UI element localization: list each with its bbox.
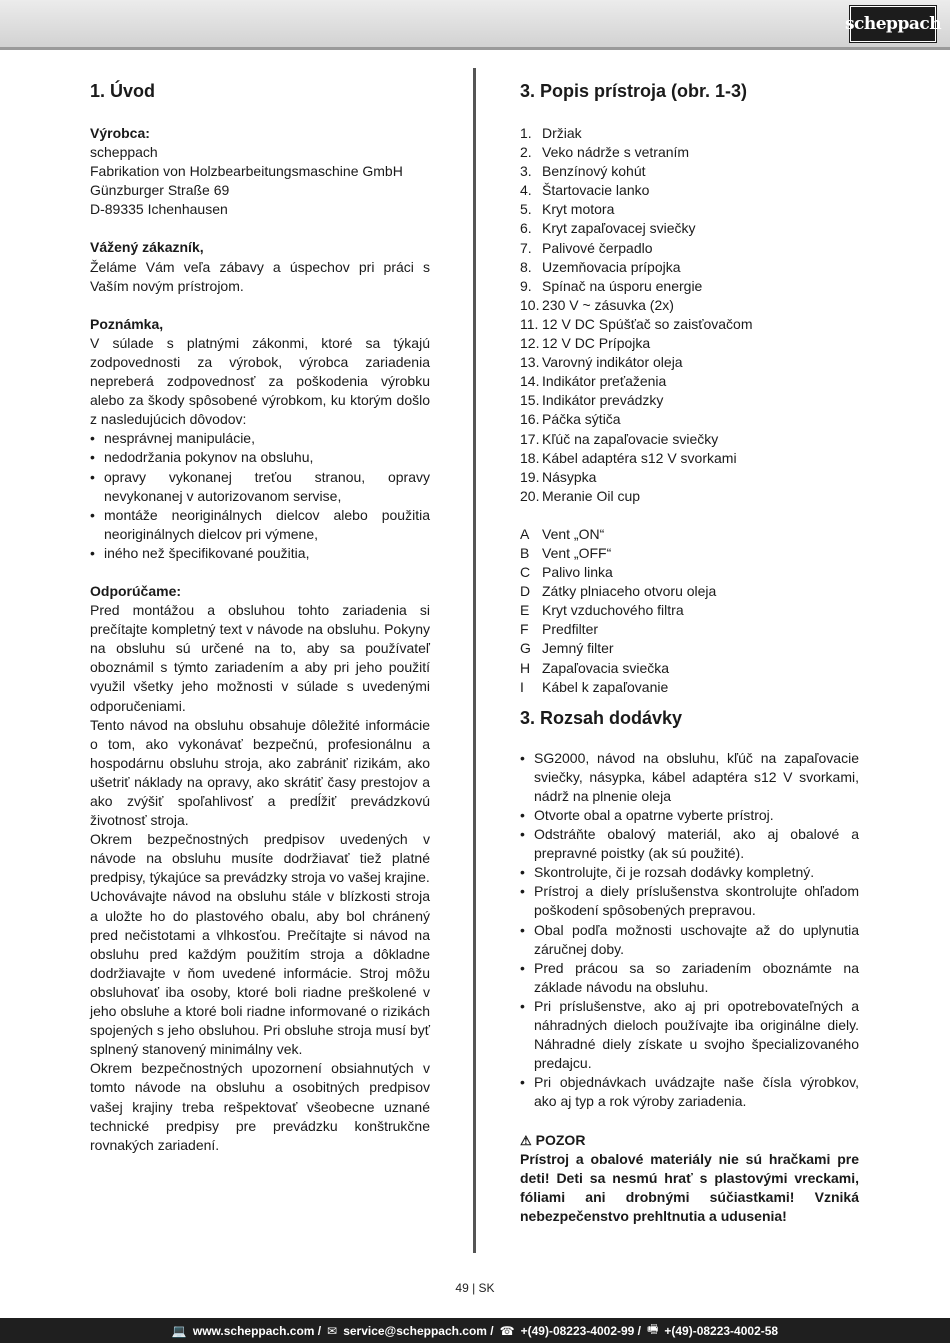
section-title-intro: 1. Úvod	[90, 81, 156, 101]
list-item: 18. Kábel adaptéra s12 V svorkami	[520, 449, 737, 466]
list-item: I Kábel k zapaľovanie	[520, 678, 669, 695]
footer-bar	[0, 1318, 950, 1343]
list-item: • Pred prácou sa so zariadením oboznámte na základe návodu na obsluhu.	[520, 959, 859, 997]
list-item: 20. Meranie Oil cup	[520, 487, 641, 504]
warning-heading	[520, 1131, 859, 1150]
parts-list	[520, 124, 859, 506]
list-item: • Pri objednávkach uvádzajte naše čísla výrobkov, ako aj typ a rok výroby zariadenia.	[520, 1073, 859, 1111]
list-item: 11. 12 V DC Spúšťač so zaisťovačom	[520, 315, 753, 332]
footer-email[interactable]: service@scheppach.com /	[343, 1323, 494, 1338]
list-item: 6. Kryt zapaľovacej sviečky	[520, 220, 696, 237]
footer-phone: +(49)-08223-4002-99 /	[520, 1323, 642, 1338]
section-title-scope: 3. Rozsah dodávky	[520, 707, 683, 728]
email-icon: ✉	[327, 1323, 338, 1338]
list-item: 1. Držiak	[520, 125, 582, 141]
list-item: C Palivo linka	[520, 564, 613, 581]
footer-website[interactable]: www.scheppach.com /	[192, 1323, 322, 1338]
list-item: • SG2000, návod na obsluhu, kľúč na zapaľovacie sviečky, násypka, kábel adaptéra s12 V svorkami, nádrž na plnenie oleja	[520, 749, 859, 806]
list-item: 8. Uzemňovacia prípojka	[520, 258, 681, 275]
list-item: 4. Štartovacie lanko	[520, 182, 650, 199]
list-item: 5. Kryt motora	[520, 201, 615, 218]
list-item: A Vent „ON“	[520, 525, 605, 542]
manufacturer-label: Výrobca:	[90, 125, 150, 141]
list-item: • Pri príslušenstve, ako aj pri opotrebovateľných a náhradných dieloch používajte iba originálne diely. Náhradné diely získate u svojho špecializovaného predajcu.	[520, 997, 859, 1073]
manufacturer-line: Fabrikation von Holzbearbeitungsmaschine GmbH	[90, 163, 403, 180]
list-item: 17. Kľúč na zapaľovacie sviečky	[520, 430, 719, 447]
note-bullet-list	[90, 429, 430, 563]
letter-parts-list	[520, 525, 859, 697]
list-item: E Kryt vzduchového filtra	[520, 602, 684, 619]
recommend-block	[90, 582, 430, 1155]
warning-text: Prístroj a obalové materiály nie sú hračkami pre deti! Deti sa nesmú hrať s plastovými vreckami, fóliami ani drobnými súčiastkami! Vzniká nebezpečenstvo prehltnutia a udusenia!	[520, 1150, 859, 1224]
list-item: 2. Veko nádrže s vetraním	[520, 144, 690, 161]
manufacturer-block	[90, 124, 430, 219]
list-item: G Jemný filter	[520, 640, 614, 657]
list-item: • Skontrolujte, či je rozsah dodávky kompletný.	[520, 863, 859, 882]
list-item: 16. Páčka sýtiča	[520, 411, 621, 428]
list-item: • nesprávnej manipulácie,	[90, 429, 430, 448]
list-item: • Obal podľa možnosti uschovajte až do uplynutia záručnej doby.	[520, 921, 859, 959]
paragraph: Pred montážou a obsluhou tohto zariadenia si prečítajte kompletný text v návode na obsluhu. Pokyny na obsluhu sú určené na to, aby sa používateľ oboznámil s týmto zariadením a aby pri jeho použití využil všetky jeho možnosti v súlade s uvedenými odporučeniami.	[90, 602, 430, 714]
list-item: 10. 230 V ~ zásuvka (2x)	[520, 296, 674, 313]
list-item: • opravy vykonanej treťou stranou, opravy nevykonanej v autorizovanom servise,	[90, 468, 430, 506]
scope-bullet-list	[520, 749, 859, 1112]
list-item: 3. Benzínový kohút	[520, 163, 646, 180]
paragraph: Okrem bezpečnostných predpisov uvedených v návode na obsluhu musíte dodržiavať tiež platné predpisy, týkajúce sa prevádzky stroja vo vašej krajine.	[90, 831, 430, 886]
paragraph: Uchovávajte návod na obsluhu stále v blízkosti stroja a uložte ho do plastového obalu, aby bol chránený pred nečistotami a vlhkosťou. Prečítajte si návod na obsluhu pred každým použitím stroja a dôkladne dodržiavajte v ňom uvedené informácie. Stroj môžu obsluhovať iba osoby, ktoré boli riadne preškolené v jeho obsluhe a ktoré boli riadne informované o rizikách spojených s jeho obsluhou. Pri obsluhe stroja musí byť splnený stanovený minimálny vek.	[90, 888, 430, 1058]
manufacturer-line: scheppach	[90, 144, 158, 161]
customer-label: Vážený zákazník,	[90, 239, 204, 256]
recommend-label: Odporúčame:	[90, 582, 182, 599]
footer-fax: +(49)-08223-4002-58	[664, 1323, 779, 1338]
customer-block	[90, 238, 430, 295]
note-text: V súlade s platnými zákonmi, ktoré sa týkajú zodpovednosti za výrobok, výrobca zariadenia nepreberá zodpovednosť za poškodenia výrobku alebo za škody spôsobené výrobkom, ku ktorým došlo z nasledujúcich dôvodov:	[90, 334, 430, 428]
list-item: • Odstráňte obalový materiál, ako aj obalové a prepravné poistky (ak sú použité).	[520, 825, 859, 863]
warning-title: POZOR	[535, 1131, 586, 1148]
left-column	[90, 80, 430, 1155]
paragraph: Tento návod na obsluhu obsahuje dôležité informácie o tom, ako vykonávať bezpečnú, profesionálnu a hospodárnu obsluhu stroja, ako zabrániť rizikám, ako ušetriť náklady na opravy, ako skrátiť časy prestojov a ako zvýšiť spoľahlivosť a predĺžiť prevádzkovú životnosť stroja.	[90, 716, 430, 829]
section-title-description: 3. Popis prístroja (obr. 1-3)	[520, 81, 748, 101]
right-column	[520, 80, 859, 1226]
list-item: B Vent „OFF“	[520, 544, 612, 561]
page-number: 49 | SK	[455, 1281, 495, 1295]
manufacturer-line: D-89335 Ichenhausen	[90, 201, 228, 218]
phone-icon: ☎	[499, 1323, 515, 1338]
computer-icon: 💻	[171, 1323, 187, 1338]
list-item: 15. Indikátor prevádzky	[520, 392, 664, 409]
list-item: 14. Indikátor preťaženia	[520, 373, 667, 390]
fax-icon: 🖷	[647, 1322, 659, 1336]
warning-triangle-icon: ⚠	[520, 1132, 532, 1148]
list-item: • nedodržania pokynov na obsluhu,	[90, 448, 430, 467]
list-item: 9. Spínač na úsporu energie	[520, 277, 703, 294]
list-item: • Otvorte obal a opatrne vyberte prístroj.	[520, 806, 859, 825]
scheppach-logo: scheppach	[850, 6, 936, 42]
list-item: D Zátky plniaceho otvoru oleja	[520, 583, 717, 600]
manufacturer-line: Günzburger Straße 69	[90, 182, 230, 199]
list-item: • montáže neoriginálnych dielcov alebo použitia neoriginálnych dielcov pri výmene,	[90, 506, 430, 544]
list-item: F Predfilter	[520, 621, 599, 638]
header-bar	[0, 0, 950, 50]
list-item: 7. Palivové čerpadlo	[520, 239, 653, 256]
note-label: Poznámka,	[90, 315, 164, 332]
list-item: • iného než špecifikované použitia,	[90, 544, 430, 563]
list-item: 12. 12 V DC Prípojka	[520, 335, 651, 352]
list-item: H Zapaľovacia sviečka	[520, 659, 670, 676]
column-divider	[473, 68, 476, 1253]
list-item: 13. Varovný indikátor oleja	[520, 354, 683, 371]
paragraph: Okrem bezpečnostných upozornení obsiahnutých v tomto návode na obsluhu a osobitných predpisov vašej krajiny treba rešpektovať všeobecne uznané technické predpisy pre prevádzku konštrukčne rovnakých zariadení.	[90, 1060, 430, 1153]
list-item: • Prístroj a diely príslušenstva skontrolujte ohľadom poškodení spôsobených prepravou.	[520, 882, 859, 920]
customer-text: Želáme Vám veľa zábavy a úspechov pri práci s Vaším novým prístrojom.	[90, 258, 430, 294]
note-block	[90, 315, 430, 563]
list-item: 19. Násypka	[520, 468, 597, 485]
